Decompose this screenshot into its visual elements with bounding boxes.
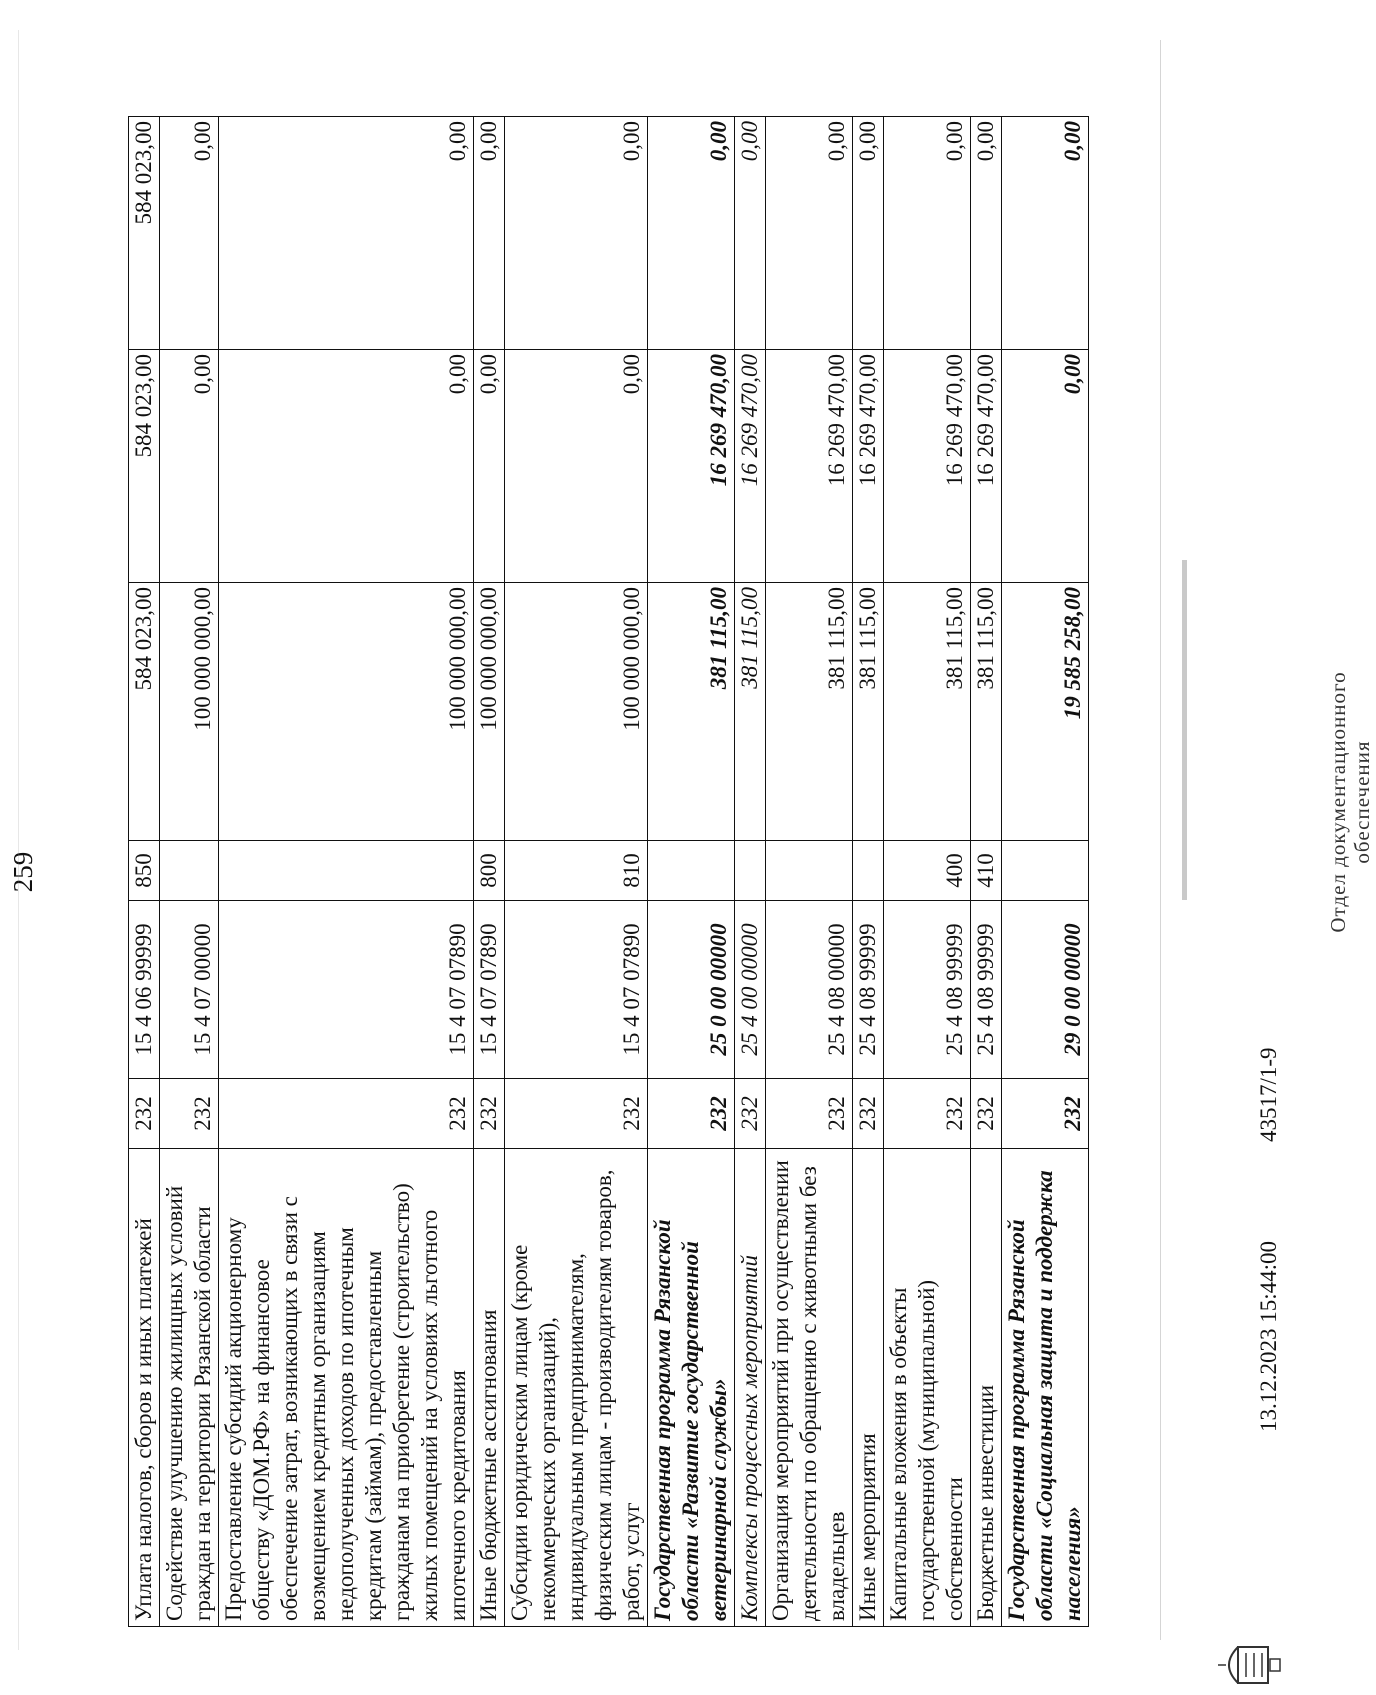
cell-code: 232: [219, 1079, 474, 1149]
table-row: [474, 117, 505, 1627]
cell-name: Субсидии юридическим лицам (кроме некоммерческих организаций), индивидуальным предпринимателям, физическим лицам - производителям товаров, работ, услуг: [505, 1149, 648, 1627]
cell-v2: 16 269 470,00: [853, 350, 884, 583]
cell-name: Содействие улучшению жилищных условий граждан на территории Рязанской области: [160, 1149, 219, 1627]
cell-type: 400: [884, 841, 971, 901]
cell-type: 800: [474, 841, 505, 901]
cell-target: 15 4 07 07890: [505, 901, 648, 1079]
cell-v1: 381 115,00: [884, 583, 971, 841]
cell-v1: 381 115,00: [853, 583, 884, 841]
cell-v2: 16 269 470,00: [766, 350, 853, 583]
cell-v1: 100 000 000,00: [505, 583, 648, 841]
cell-v3: 0,00: [766, 117, 853, 350]
cell-target: 25 4 08 99999: [853, 901, 884, 1079]
cell-code: 232: [971, 1079, 1002, 1149]
cell-name: Иные мероприятия: [853, 1149, 884, 1627]
coat-of-arms-icon: [1216, 1641, 1286, 1689]
cell-v2: 16 269 470,00: [884, 350, 971, 583]
cell-type: [219, 841, 474, 901]
cell-type: [735, 841, 766, 901]
cell-v3: 0,00: [853, 117, 884, 350]
cell-v2: 0,00: [219, 350, 474, 583]
cell-v3: 0,00: [884, 117, 971, 350]
scan-edge-line: [1160, 40, 1161, 1640]
cell-target: 15 4 07 07890: [219, 901, 474, 1079]
cell-v3: 0,00: [160, 117, 219, 350]
cell-name: Уплата налогов, сборов и иных платежей: [129, 1149, 160, 1627]
cell-code: 232: [505, 1079, 648, 1149]
cell-name: Бюджетные инвестиции: [971, 1149, 1002, 1627]
cell-v2: 16 269 470,00: [971, 350, 1002, 583]
table-row: [505, 117, 648, 1627]
cell-v1: 381 115,00: [735, 583, 766, 841]
scan-edge-line: [18, 30, 19, 1650]
table-row: [648, 117, 735, 1627]
table-row: [853, 117, 884, 1627]
cell-v3: 0,00: [1002, 117, 1089, 350]
cell-v1: 100 000 000,00: [160, 583, 219, 841]
cell-v3: 0,00: [219, 117, 474, 350]
cell-type: 810: [505, 841, 648, 901]
cell-v3: 0,00: [505, 117, 648, 350]
cell-v2: 0,00: [160, 350, 219, 583]
cell-code: 232: [129, 1079, 160, 1149]
cell-target: 25 4 00 00000: [735, 901, 766, 1079]
cell-target: 29 0 00 00000: [1002, 901, 1089, 1079]
scan-edge-line: [1182, 560, 1187, 900]
cell-code: 232: [474, 1079, 505, 1149]
table-row: [766, 117, 853, 1627]
cell-v3: 0,00: [648, 117, 735, 350]
cell-v3: 0,00: [971, 117, 1002, 350]
cell-v2: 0,00: [505, 350, 648, 583]
cell-target: 25 4 08 99999: [971, 901, 1002, 1079]
cell-code: 232: [160, 1079, 219, 1149]
cell-v2: 16 269 470,00: [735, 350, 766, 583]
cell-target: 15 4 06 99999: [129, 901, 160, 1079]
department-stamp: Отдел документационного обеспечения: [1326, 671, 1374, 933]
document-page: [8, 117, 1374, 1627]
cell-target: 25 4 08 99999: [884, 901, 971, 1079]
cell-code: 232: [884, 1079, 971, 1149]
cell-target: 15 4 07 00000: [160, 901, 219, 1079]
cell-v3: 584 023,00: [129, 117, 160, 350]
document-code: 43517/1-9: [1256, 1047, 1281, 1142]
cell-v1: 19 585 258,00: [1002, 583, 1089, 841]
cell-v1: 381 115,00: [648, 583, 735, 841]
cell-v2: 0,00: [474, 350, 505, 583]
cell-target: 25 0 00 00000: [648, 901, 735, 1079]
table-row: [971, 117, 1002, 1627]
cell-code: 232: [853, 1079, 884, 1149]
cell-v1: 100 000 000,00: [474, 583, 505, 841]
cell-v3: 0,00: [735, 117, 766, 350]
table-row: [160, 117, 219, 1627]
table-row: [884, 117, 971, 1627]
cell-target: 25 4 08 00000: [766, 901, 853, 1079]
table-row: [129, 117, 160, 1627]
print-timestamp: 13.12.2023 15:44:00: [1256, 1240, 1281, 1432]
cell-name: Государственная программа Рязанской области «Социальная защита и поддержка населения»: [1002, 1149, 1089, 1627]
page-number: 259: [8, 851, 38, 893]
cell-code: 232: [1002, 1079, 1089, 1149]
cell-target: 15 4 07 07890: [474, 901, 505, 1079]
cell-code: 232: [735, 1079, 766, 1149]
cell-v2: 584 023,00: [129, 350, 160, 583]
budget-table: [128, 116, 1089, 1627]
cell-type: [1002, 841, 1089, 901]
cell-code: 232: [766, 1079, 853, 1149]
cell-v1: 381 115,00: [971, 583, 1002, 841]
cell-type: [766, 841, 853, 901]
cell-type: [160, 841, 219, 901]
cell-v2: 0,00: [1002, 350, 1089, 583]
cell-name: Иные бюджетные ассигнования: [474, 1149, 505, 1627]
cell-type: [648, 841, 735, 901]
cell-name: Организация мероприятий при осуществлении деятельности по обращению с животными без владельцев: [766, 1149, 853, 1627]
cell-v1: 584 023,00: [129, 583, 160, 841]
table-row: [735, 117, 766, 1627]
cell-v1: 381 115,00: [766, 583, 853, 841]
cell-type: 850: [129, 841, 160, 901]
table-row: [1002, 117, 1089, 1627]
cell-type: [853, 841, 884, 901]
cell-v3: 0,00: [474, 117, 505, 350]
cell-name: Предоставление субсидий акционерному обществу «ДОМ.РФ» на финансовое обеспечение затрат, возникающих в связи с возмещением кредитным организациям недополученных доходов по ипотечным кредитам (займам), предоставленным гражданам на приобретение (строительство) жилых помещений на условиях льготного ипотечного кредитования: [219, 1149, 474, 1627]
table-row: [219, 117, 474, 1627]
cell-v2: 16 269 470,00: [648, 350, 735, 583]
cell-name: Государственная программа Рязанской области «Развитие государственной ветеринарной службы»: [648, 1149, 735, 1627]
cell-name: Комплексы процессных мероприятий: [735, 1149, 766, 1627]
cell-v1: 100 000 000,00: [219, 583, 474, 841]
cell-name: Капитальные вложения в объекты государственной (муниципальной) собственности: [884, 1149, 971, 1627]
page-footer: [1256, 117, 1376, 1627]
cell-type: 410: [971, 841, 1002, 901]
cell-code: 232: [648, 1079, 735, 1149]
